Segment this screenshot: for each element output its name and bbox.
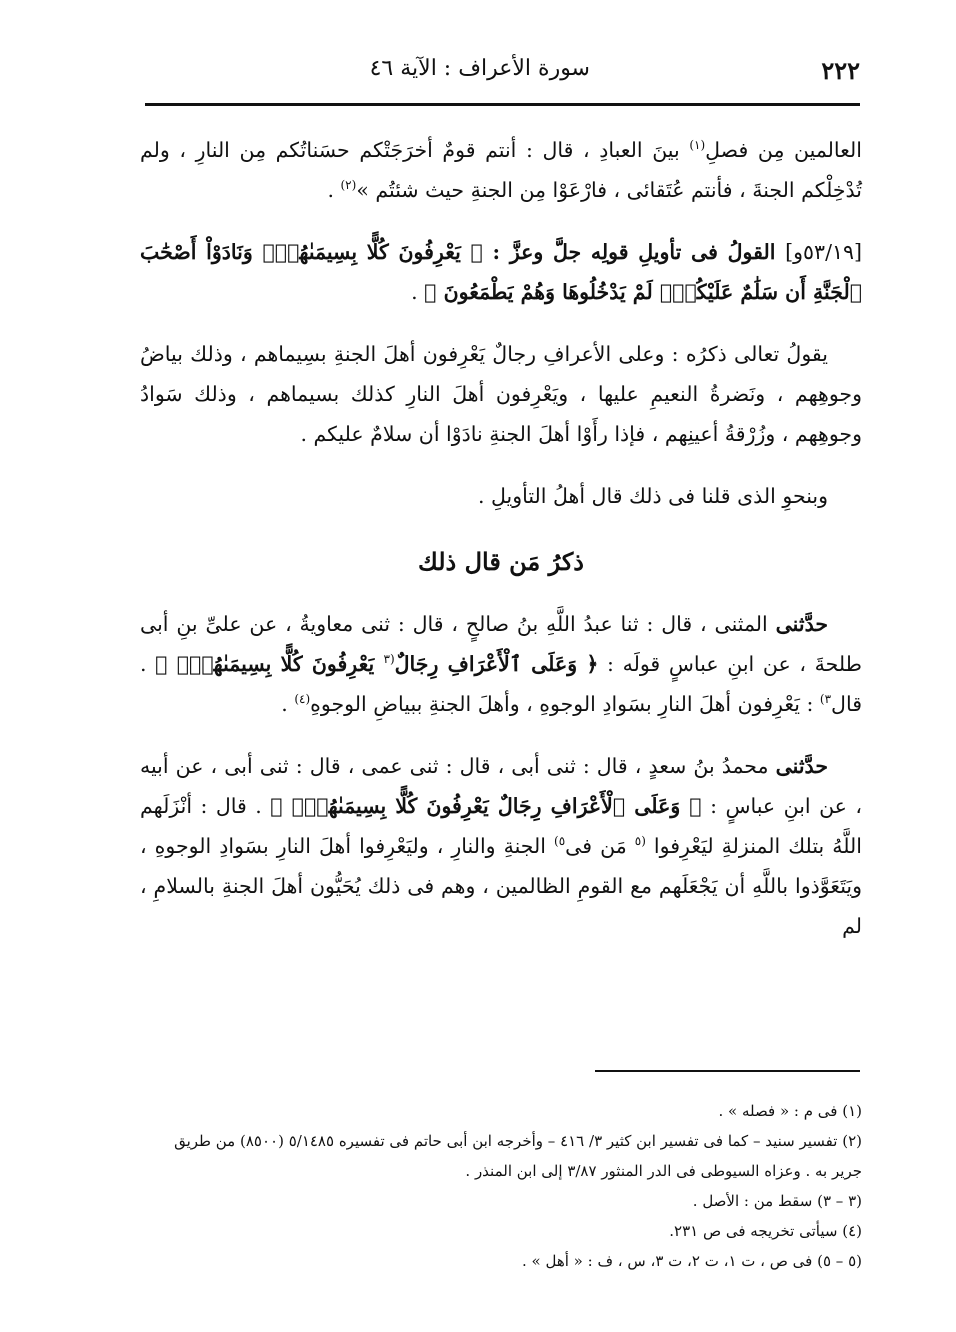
section-lead: القولُ فى تأويلِ قولِه جلَّ وعزَّ : xyxy=(482,240,786,264)
footnote-marker: ٣) xyxy=(819,692,832,707)
footnote-marker: ٥) xyxy=(554,834,566,849)
footnote-divider xyxy=(595,1070,860,1072)
footnote: (٢) تفسير سنيد – كما فى تفسير ابن كثير ٣/ ٤١٦ – وأخرجه ابن أبى حاتم فى تفسيره ٥/١٤٨٥ (٨٥٠٠) من طريق جرير به . وعزاه السيوطى فى الدر المنثور ٣/٨٧ إلى ابن المنذر . xyxy=(174,1132,862,1180)
paragraph-narration-2: حدَّثنى محمدُ بنُ سعدٍ ، قال : ثنى أبى ، قال : ثنى عمى ، قال : ثنى أبى ، عن أبيه ، عن ابنِ عباسٍ : ﴿ وَعَلَى ٱلْأَعْرَافِ رِجَالٌ يَعْرِفُونَ كُلًّا بِسِيمَىٰهُمْۚ ﴾ . قال : أنْزَلَهم اللَّهُ بتلك المنزلةِ ليَعْرِفوا $^{(٥}$ مَن فى$^{٥)}$ الجنةِ والنارِ ، وليَعْرِفوا أهلَ النارِ بسَوادِ الوجوهِ ، ويَتَعَوَّذوا باللَّهِ أن يَجْعَلَهم مع القومِ الظالمين ، وهم فى ذلك يُحَيُّون أهلَ الجنةِ بالسلامِ ، لم xyxy=(140,754,862,938)
section-heading: ذكرُ مَن قال ذلك xyxy=(418,547,584,576)
footnote-marker: (٢) xyxy=(340,178,357,193)
quran-verse: ﴿ يَعْرِفُونَ كُلًّا بِسِيمَىٰهُمْۚ وَنَادَوْاْ أَصْحَٰبَ ٱلْجَنَّةِ أَن سَلَٰمٌ عَلَيْكُمْۚ لَمْ يَدْخُلُوهَا وَهُمْ يَطْمَعُونَ ﴾ xyxy=(140,240,862,304)
running-title: سورة الأعراف : الآية ٤٦ xyxy=(369,56,590,81)
footnote-marker: (١) xyxy=(689,138,706,153)
paragraph-continuation: العالمين مِن فصلِ$^{(١)}$ بينَ العبادِ ، قال : أنتم قومٌ أخرَجَتْكم حسَناتُكم مِن النارِ ، ولم تُدْخِلْكم الجنةَ ، فأنتم عُتَقائى ، فارْعَوْا مِن الجنةِ حيث شئتُم »$^{(٢)}$ . xyxy=(140,138,862,202)
quran-verse: ﴿ وَعَلَى ٱلْأَعْرَافِ رِجَالٌ يَعْرِفُونَ كُلًّا بِسِيمَىٰهُمْۚ ﴾ xyxy=(270,794,702,818)
footnote-marker: (٣ xyxy=(383,652,395,667)
paragraph-narration-1: حدَّثنى المثنى ، قال : ثنا عبدُ اللَّهِ بنُ صالحٍ ، قال : ثنى معاويةُ ، عن علىِّ بنِ أبى طلحةَ ، عن ابنِ عباسٍ قولَه : ﴿ وَعَلَى ٱلْأَعْرَافِ رِجَالٌ$^{(٣}$ يَعْرِفُونَ كُلًّا بِسِيمَىٰهُمْۚ ﴾ . قال$^{٣)}$ : يَعْرِفون أهلَ النارِ بسَوادِ الوجوهِ ، وأهلَ الجنةِ ببياضِ الوجوهِ$^{(٤)}$ . xyxy=(140,612,862,716)
paragraph-commentary: يقولُ تعالى ذكرُه : وعلى الأعرافِ رجالٌ يَعْرِفون أهلَ الجنةِ بسِيماهم ، وذلك بياضُ وجوهِهم ، ونَضرةُ النعيمِ عليها ، ويَعْرِفون أهلَ النارِ كذلك بسيماهم ، وذلك سَوادُ وجوهِهم ، وزُرْقةُ أعينِهم ، فإذا رأَوْا أهلَ الجنةِ نادَوْا أن سلامٌ عليكم . xyxy=(140,342,862,446)
footnote: (١) فى م : « فصله » . xyxy=(718,1102,862,1120)
main-text xyxy=(140,130,862,946)
footnotes xyxy=(140,1096,862,1276)
page-number: ٢٢٢ xyxy=(821,56,860,85)
paragraph-verse-heading: [٥٣/١٩و] القولُ فى تأويلِ قولِه جلَّ وعزَّ : ﴿ يَعْرِفُونَ كُلًّا بِسِيمَىٰهُمْۚ وَنَادَوْاْ أَصْحَٰبَ ٱلْجَنَّةِ أَن سَلَٰمٌ عَلَيْكُمْۚ لَمْ يَدْخُلُوهَا وَهُمْ يَطْمَعُونَ ﴾ . xyxy=(140,240,862,304)
footnote-marker: (٤) xyxy=(294,692,311,707)
footnote: (٤) سيأتى تخريجه فى ص ٢٣١. xyxy=(669,1222,862,1240)
header-divider xyxy=(145,103,860,106)
footnote: (٣ – ٣) سقط من : الأصل . xyxy=(692,1192,862,1210)
paragraph-commentary-2: وبنحوِ الذى قلنا فى ذلك قال أهلُ التأويلِ . xyxy=(477,484,828,508)
quran-verse: ﴿ وَعَلَى ٱلْأَعْرَافِ رِجَالٌ xyxy=(394,652,599,676)
page-header xyxy=(145,50,860,98)
footnote: (٥ – ٥) فى ص ، ت ١، ت ٢، ت ٣، س ، ف : « أهل » . xyxy=(522,1252,862,1270)
footnote-marker: (٥ xyxy=(634,834,646,849)
page-reference: [٥٣/١٩و] xyxy=(785,240,862,264)
